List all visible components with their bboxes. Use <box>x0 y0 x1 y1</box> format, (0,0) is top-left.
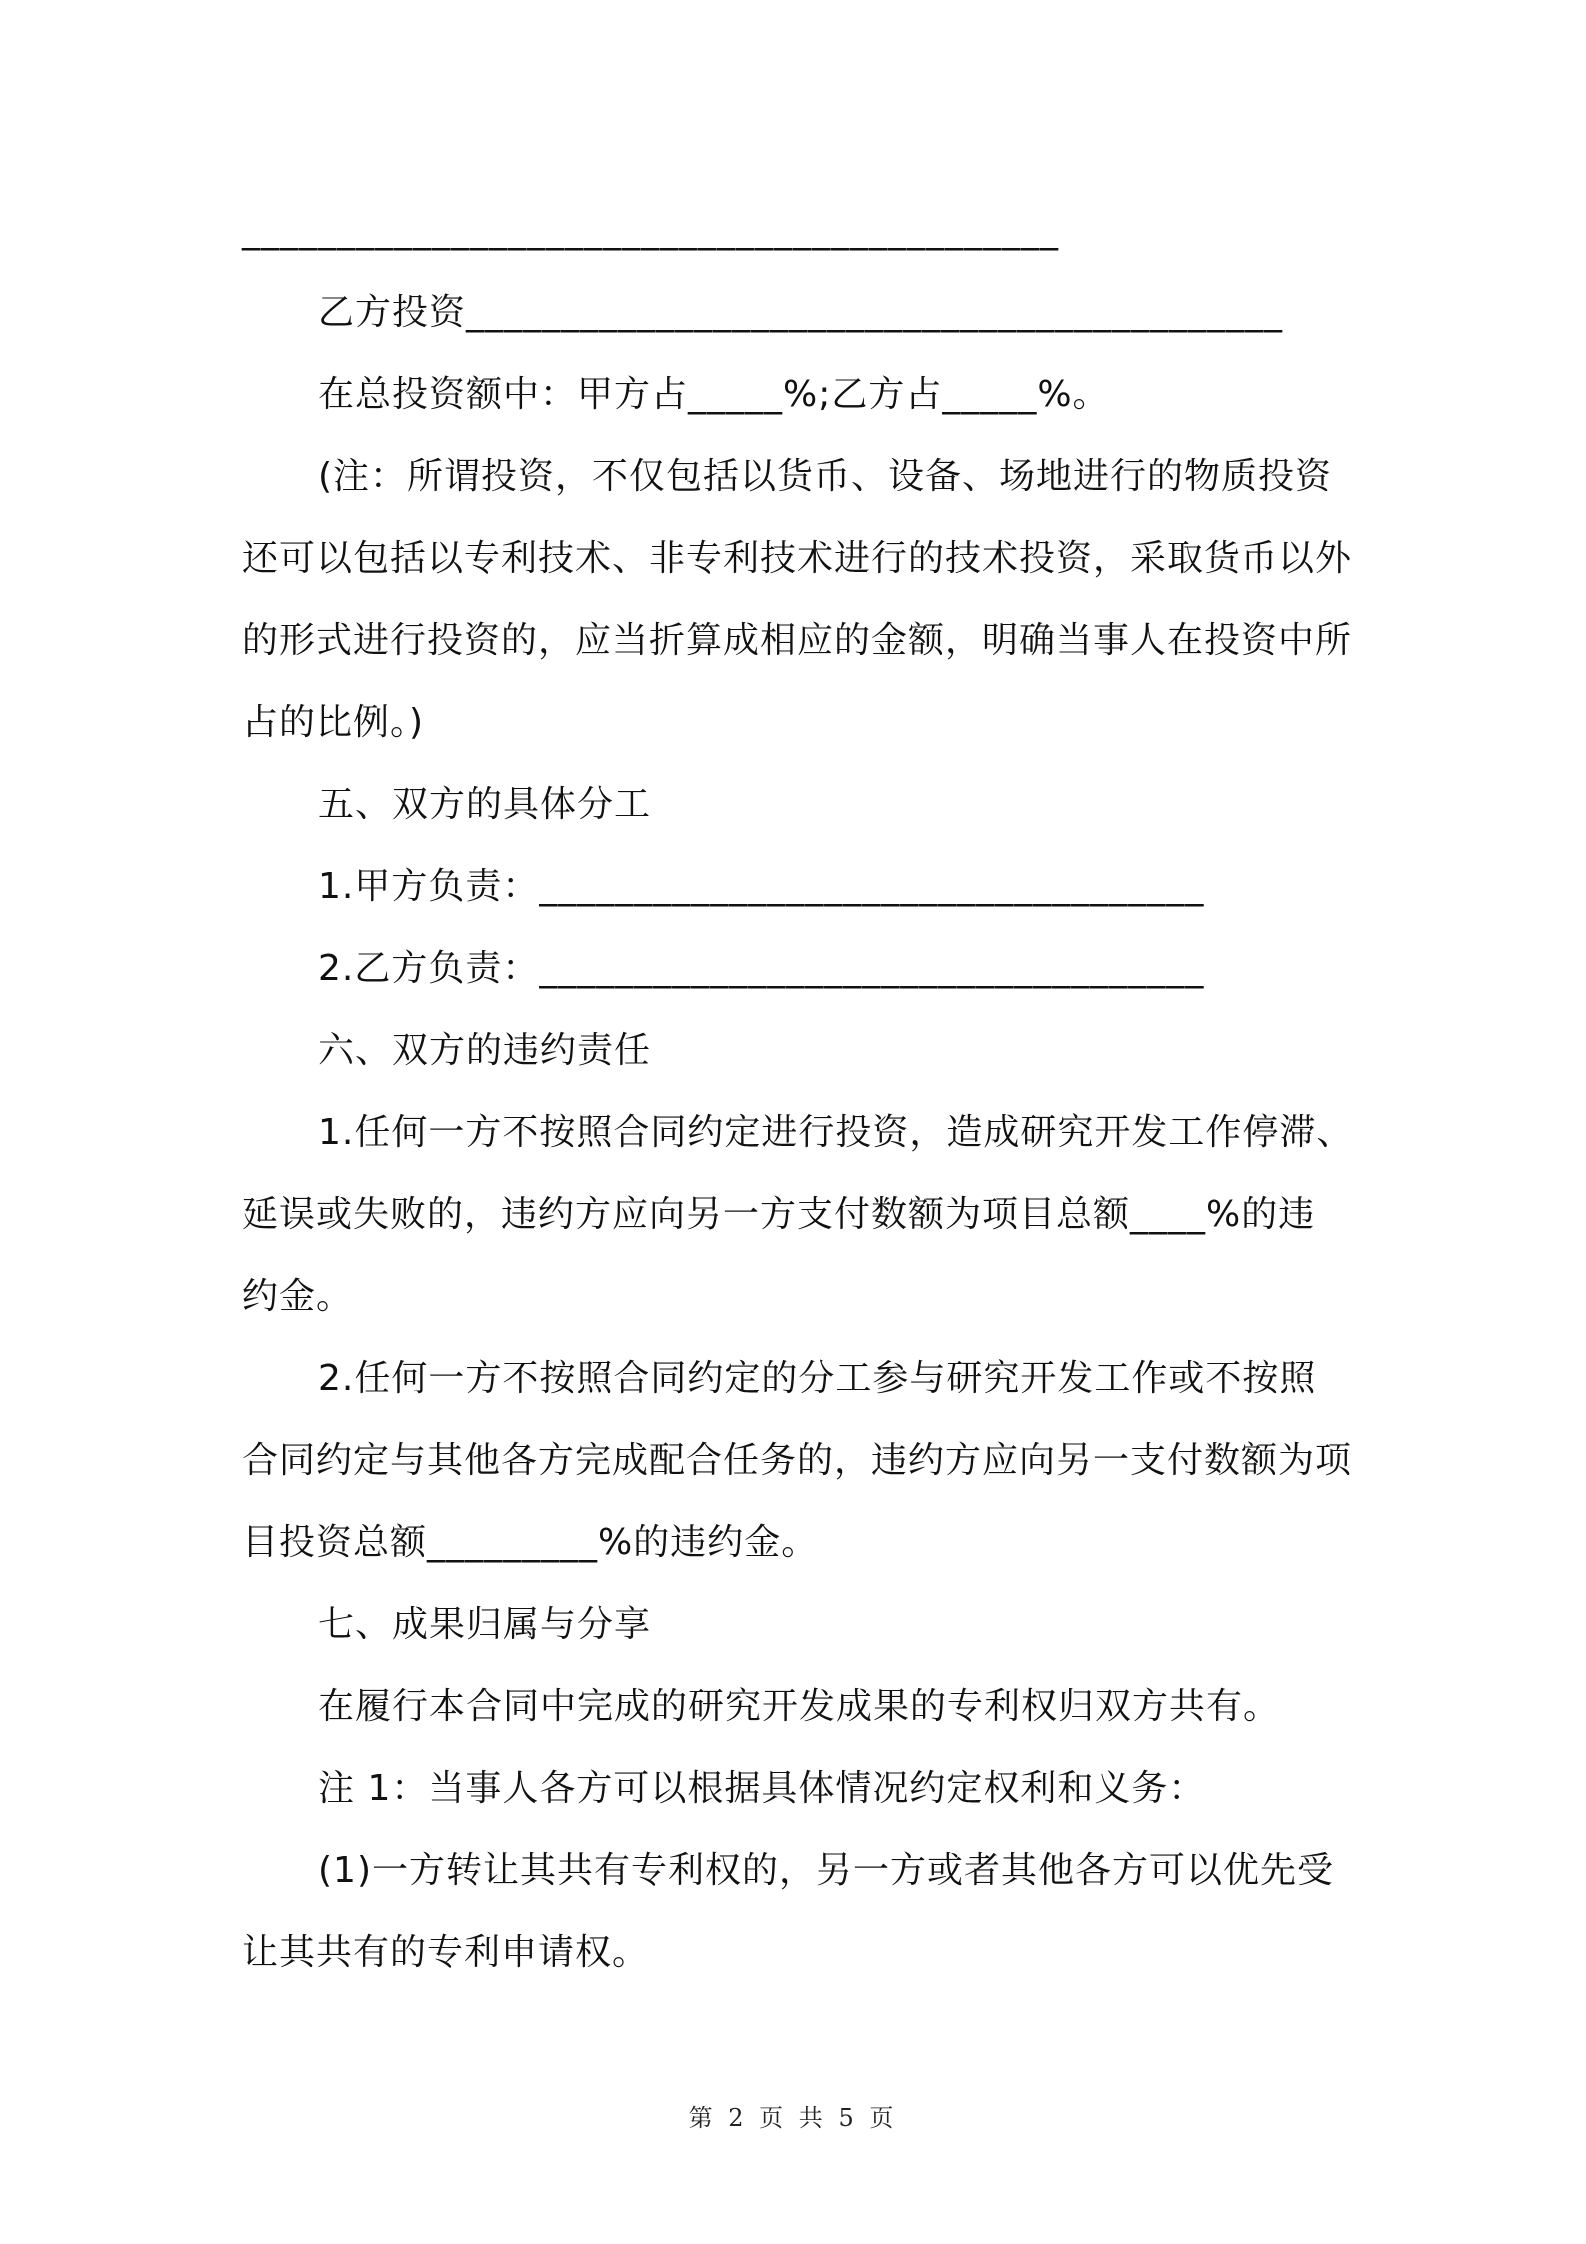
note-paragraph-line-1: (注：所谓投资，不仅包括以货币、设备、场地进行的物质投资 <box>318 456 1333 497</box>
item-1-line-2: 让其共有的专利申请权。 <box>242 1932 650 1973</box>
note-paragraph-line-2: 还可以包括以专利技术、非专利技术进行的技术投资，采取货币以外 <box>242 538 1353 579</box>
section-six-heading: 六、双方的违约责任 <box>318 1030 652 1071</box>
note-paragraph-line-4: 占的比例。) <box>242 702 425 743</box>
breach-clause-1-line-2: 延误或失败的，违约方应向另一方支付数额为项目总额____%的违 <box>242 1194 1316 1235</box>
party-b-investment-line: 乙方投资___________________________________________ <box>318 292 1284 333</box>
party-b-duty-line: 2.乙方负责：___________________________________ <box>318 948 1205 989</box>
document-body <box>242 190 1352 1994</box>
breach-clause-2-line-1: 2.任何一方不按照合同约定的分工参与研究开发工作或不按照 <box>318 1358 1317 1399</box>
party-a-duty-line: 1.甲方负责：___________________________________ <box>318 866 1205 907</box>
breach-clause-1-line-3: 约金。 <box>242 1276 354 1317</box>
breach-clause-2-line-3: 目投资总额_________%的违约金。 <box>242 1522 819 1563</box>
breach-clause-2-line-2: 合同约定与其他各方完成配合任务的，违约方应向另一支付数额为项 <box>242 1440 1353 1481</box>
underline-continuation: ___________________________________________ <box>242 210 1059 251</box>
breach-clause-1-line-1: 1.任何一方不按照合同约定进行投资，造成研究开发工作停滞、 <box>318 1112 1354 1153</box>
page-number-footer: 第 2 页 共 5 页 <box>688 2104 898 2132</box>
section-five-heading: 五、双方的具体分工 <box>318 784 652 825</box>
section-seven-heading: 七、成果归属与分享 <box>318 1604 652 1645</box>
investment-ratio-line: 在总投资额中：甲方占_____%;乙方占_____%。 <box>318 374 1110 415</box>
item-1-line-1: (1)一方转让其共有专利权的，另一方或者其他各方可以优先受 <box>318 1850 1334 1891</box>
note-1-line: 注 1：当事人各方可以根据具体情况约定权利和义务： <box>318 1768 1206 1809</box>
patent-ownership-line: 在履行本合同中完成的研究开发成果的专利权归双方共有。 <box>318 1686 1281 1727</box>
note-paragraph-line-3: 的形式进行投资的，应当折算成相应的金额，明确当事人在投资中所 <box>242 620 1353 661</box>
